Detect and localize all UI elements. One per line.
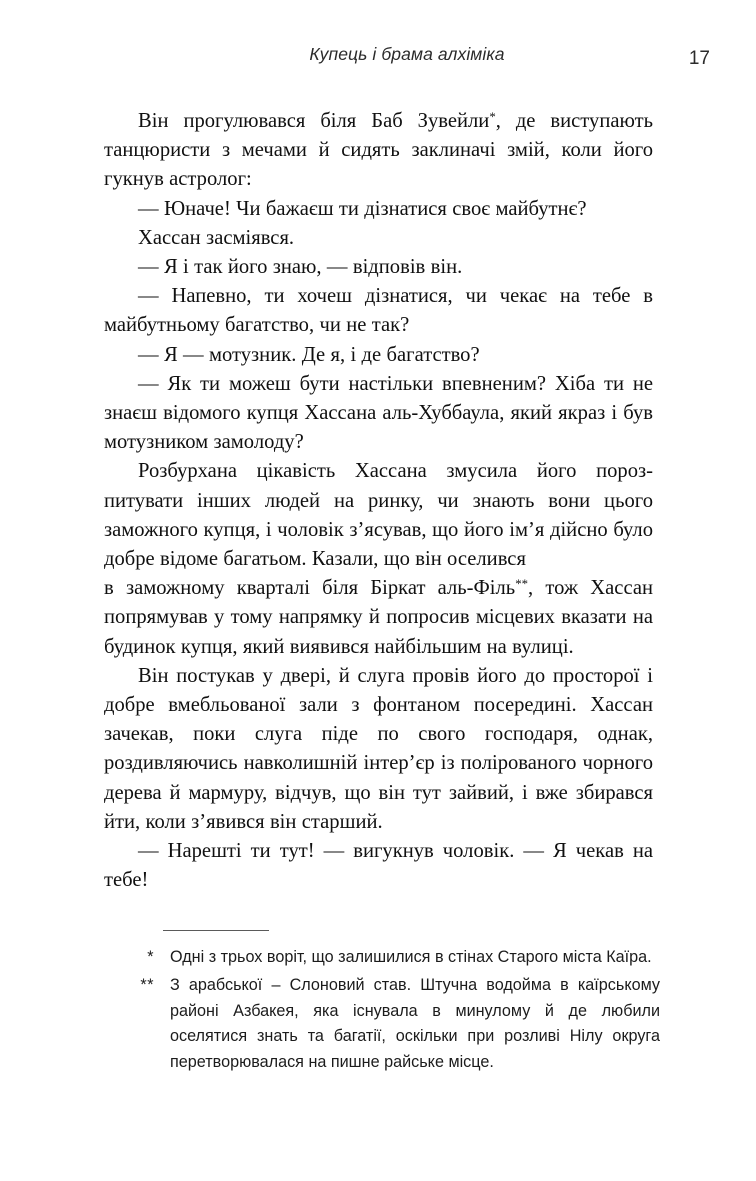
body-text-block xyxy=(104,107,653,895)
paragraph: — Нарешті ти тут! — вигукнув чоловік. — Я чекав на тебе! xyxy=(104,840,653,892)
footnote-text: Одні з трьох воріт, що залишилися в стінах Старого міста Каїра. xyxy=(170,948,652,966)
footnote-reference-1[interactable]: * xyxy=(489,109,496,124)
footnote-marker: ** xyxy=(140,975,154,994)
paragraph: Він постукав у двері, й слуга провів його до просторої і добре вмебльованої зали з фонтаном посередині. Хассан зачекав, поки слуга піде по свого господаря, однак, роздивляючись навколишній інтер’єр із полірованого чорного дерева й мармуру, відчув, що він тут зайвий, і вже збирався йти, коли з’явився він старший. xyxy=(104,664,653,833)
footnote-item xyxy=(104,973,660,1076)
footnotes-section xyxy=(104,930,660,1078)
footnote-reference-2[interactable]: ** xyxy=(515,577,528,592)
paragraph-text: в заможному кварталі біля Біркат аль-Філь xyxy=(104,577,516,600)
paragraph-text: Він прогулювався біля Баб Зувейли xyxy=(138,110,490,132)
page-number: 17 xyxy=(688,48,710,69)
paragraph-text-cont: , де виступають танцюристи з мечами й сидять заклиначі змій, коли його гукнув астролог: xyxy=(104,110,653,191)
running-head xyxy=(104,44,710,74)
paragraph: — Я і так його знаю, — відповів він. xyxy=(138,256,463,279)
paragraph-text-cont: , тож Хассан попрямував у тому напрямку й попросив місцевих вказати на будинок купця, який виявився найбільшим на вулиці. xyxy=(104,577,654,658)
running-head-title: Купець і брама алхіміка xyxy=(309,44,505,64)
paragraph: — Як ти можеш бути настільки впевненим? Хіба ти не знаєш відомого купця Хассана аль-Хуббаула, який якраз і був мотузником замолоду? xyxy=(104,372,653,454)
paragraph xyxy=(104,107,653,195)
footnote-text: З арабської – Слоновий став. Штучна водойма в каїрському районі Азбакея, яка існувала в минулому й де любили оселятися знать та багатії, оскільки при розливі Нілу округа перетворювалася на пишне райське місце. xyxy=(170,975,660,1072)
footnote-item xyxy=(104,945,660,971)
paragraph xyxy=(104,574,653,662)
paragraph: Хассан засміявся. xyxy=(138,226,295,249)
paragraph: Розбурхана цікавість Хассана змусила його порозпитувати інших людей на ринку, чи знають вони цього заможного купця, і чоловік з’ясував, що його ім’я дійсно було добре відоме багатьом. Казали, що він оселився xyxy=(104,460,653,571)
paragraph: — Юначе! Чи бажаєш ти дізнатися своє майбутнє? xyxy=(138,197,587,220)
paragraph: — Напевно, ти хочеш дізнатися, чи чекає на тебе в майбутньому багатство, чи не так? xyxy=(104,285,653,337)
footnote-separator-rule xyxy=(163,930,269,931)
footnote-marker: * xyxy=(147,948,154,966)
paragraph: — Я — мотузник. Де я, і де багатство? xyxy=(138,343,480,366)
